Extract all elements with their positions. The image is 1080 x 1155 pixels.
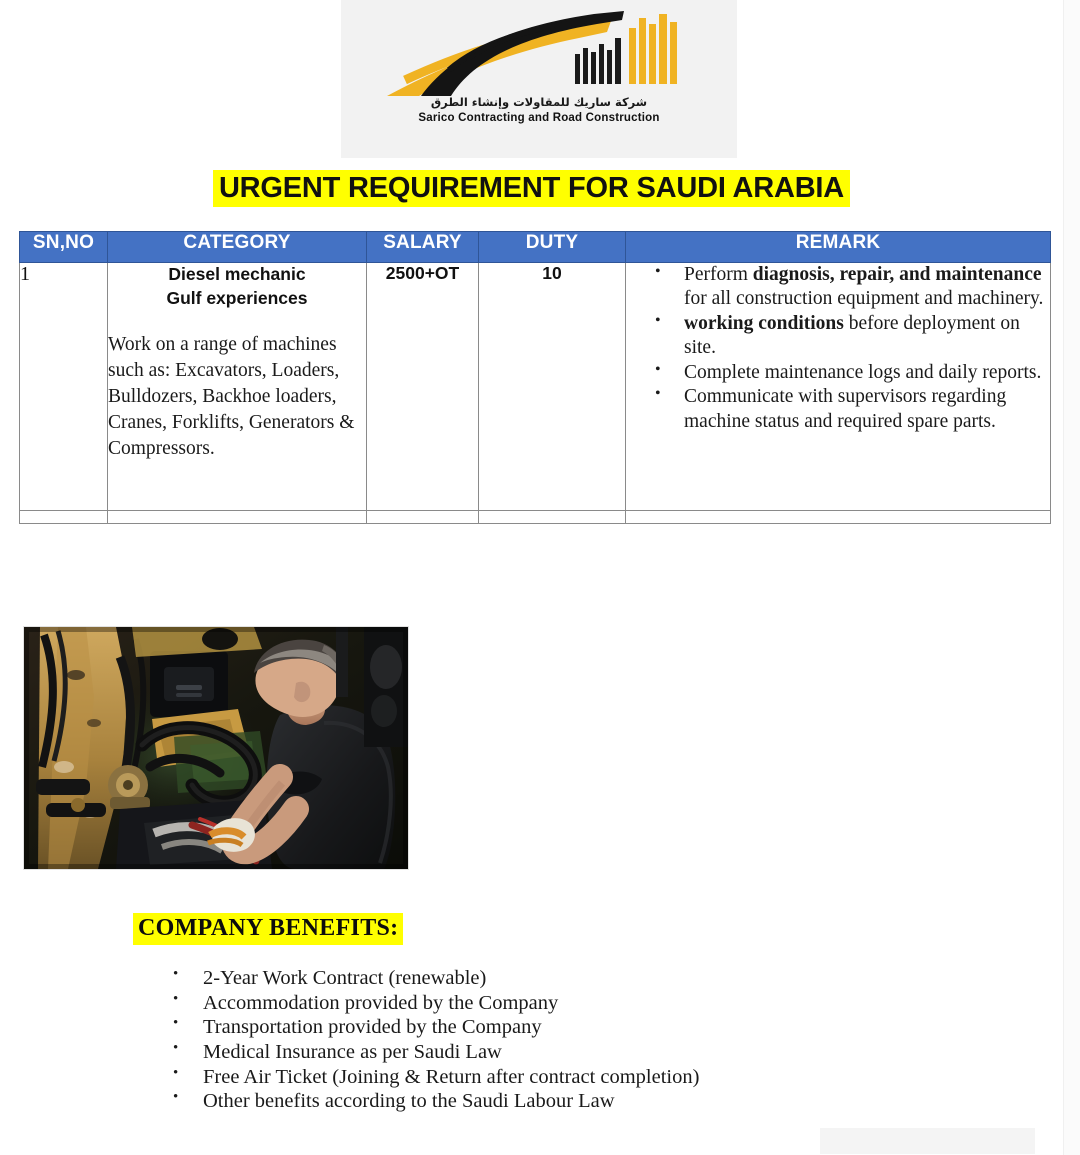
cell-salary-empty	[367, 511, 479, 524]
benefit-item: • 2-Year Work Contract (renewable)	[203, 966, 1053, 991]
company-logo-block	[341, 0, 737, 158]
main-title-container	[0, 170, 1063, 207]
page-right-margin	[1063, 0, 1080, 1155]
road-and-buildings-logo-icon	[379, 8, 699, 100]
cell-category	[108, 263, 367, 511]
cell-duty-empty	[479, 511, 626, 524]
benefit-item: • Transportation provided by the Company	[203, 1015, 1053, 1040]
benefits-list	[155, 966, 1053, 1114]
job-requirement-table	[19, 231, 1051, 524]
cell-sn: 1	[20, 263, 108, 511]
remark-text: Communicate with supervisors regarding machine status and required spare parts.	[684, 386, 1007, 432]
remark-item	[684, 312, 1046, 361]
table-header-row	[20, 232, 1051, 263]
benefit-item: • Free Air Ticket (Joining & Return after contract completion)	[203, 1065, 1053, 1090]
remark-bullet-list	[626, 263, 1050, 434]
mechanic-at-work-image	[24, 627, 408, 869]
remark-text: Perform	[684, 264, 753, 285]
category-description: Work on a range of machines such as: Excavators, Loaders, Bulldozers, Backhoe loaders, Cranes, Forklifts, Generators & Compressors.	[108, 334, 355, 459]
remark-item	[684, 263, 1046, 312]
diesel-mechanic-photo	[24, 627, 408, 869]
remark-item	[684, 385, 1046, 434]
column-header-duty: DUTY	[479, 232, 626, 263]
remark-emphasis: working conditions	[684, 312, 844, 334]
table-row	[20, 263, 1051, 511]
remark-text: Complete maintenance logs and daily reports.	[684, 361, 1042, 383]
remark-text: before deployment on site.	[684, 312, 1020, 359]
category-heading-line1: Diesel mechanic	[168, 264, 306, 284]
cell-duty: 10	[479, 263, 626, 511]
category-heading	[108, 263, 366, 310]
page-title: URGENT REQUIREMENT FOR SAUDI ARABIA	[213, 170, 850, 207]
benefits-title-container	[133, 913, 403, 945]
logo-arabic-name: شركة ساريك للمقاولات وإنشاء الطرق	[430, 95, 648, 109]
cell-salary: 2500+OT	[367, 263, 479, 511]
benefit-item: • Medical Insurance as per Saudi Law	[203, 1040, 1053, 1065]
benefit-item: • Accommodation provided by the Company	[203, 991, 1053, 1016]
remark-item	[684, 361, 1046, 385]
column-header-category: CATEGORY	[108, 232, 367, 263]
remark-emphasis: diagnosis, repair, and maintenance	[752, 264, 1042, 285]
remark-text: for all construction equipment and machinery.	[684, 288, 1044, 310]
cell-category-empty	[108, 511, 367, 524]
cell-remark-empty	[626, 511, 1051, 524]
category-heading-line2: Gulf experiences	[166, 287, 308, 308]
column-header-salary: SALARY	[367, 232, 479, 263]
benefits-title: COMPANY BENEFITS:	[133, 913, 403, 945]
cell-sn-empty	[20, 511, 108, 524]
column-header-remark: REMARK	[626, 232, 1051, 263]
column-header-sn: SN,NO	[20, 232, 108, 263]
page-bottom-artifact	[820, 1128, 1035, 1154]
table-row-empty	[20, 511, 1051, 524]
logo-latin-name: Sarico Contracting and Road Construction	[418, 112, 660, 124]
cell-remark	[626, 263, 1051, 511]
benefit-item: • Other benefits according to the Saudi Labour Law	[203, 1089, 1053, 1114]
